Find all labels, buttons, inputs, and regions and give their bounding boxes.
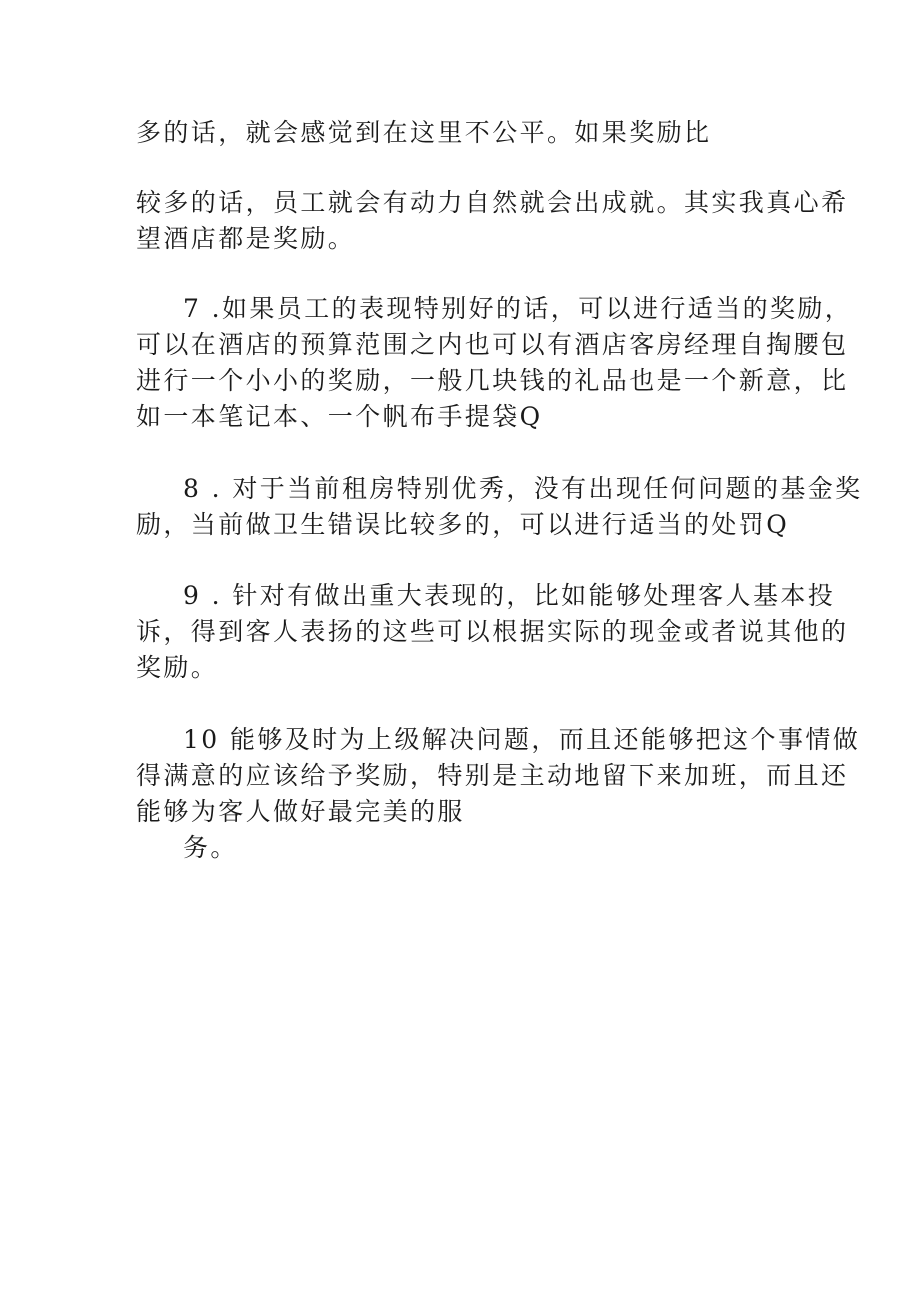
text-line: 较多的话，员工就会有动力自然就会出成就。其实我真心希 [136,188,849,217]
text-line: 10 能够及时为上级解决问题，而且还能够把这个事情做 [183,725,861,754]
text-line: 能够为客人做好最完美的服 [136,797,465,826]
text-line: 7 .如果员工的表现特别好的话，可以进行适当的奖励， [183,294,853,323]
text-line: 务。 [183,833,238,862]
text-line: 多的话，就会感觉到在这里不公平。如果奖励比 [136,118,712,147]
text-line: 诉，得到客人表扬的这些可以根据实际的现金或者说其他的 [136,617,849,646]
text-line: 得满意的应该给予奖励，特别是主动地留下来加班，而且还 [136,761,849,790]
text-line: 进行一个小小的奖励，一般几块钱的礼品也是一个新意，比 [136,366,849,395]
text-line: 9 . 针对有做出重大表现的，比如能够处理客人基本投 [183,581,836,610]
text-line: 如一本笔记本、一个帆布手提袋Q [136,402,543,431]
text-line: 励，当前做卫生错误比较多的，可以进行适当的处罚Q [136,510,790,539]
text-line: 望酒店都是奖励。 [136,224,356,253]
text-line: 8 . 对于当前租房特别优秀，没有出现任何问题的基金奖 [183,474,863,503]
text-line: 可以在酒店的预算范围之内也可以有酒店客房经理自掏腰包 [136,330,849,359]
text-line: 奖励。 [136,653,219,682]
